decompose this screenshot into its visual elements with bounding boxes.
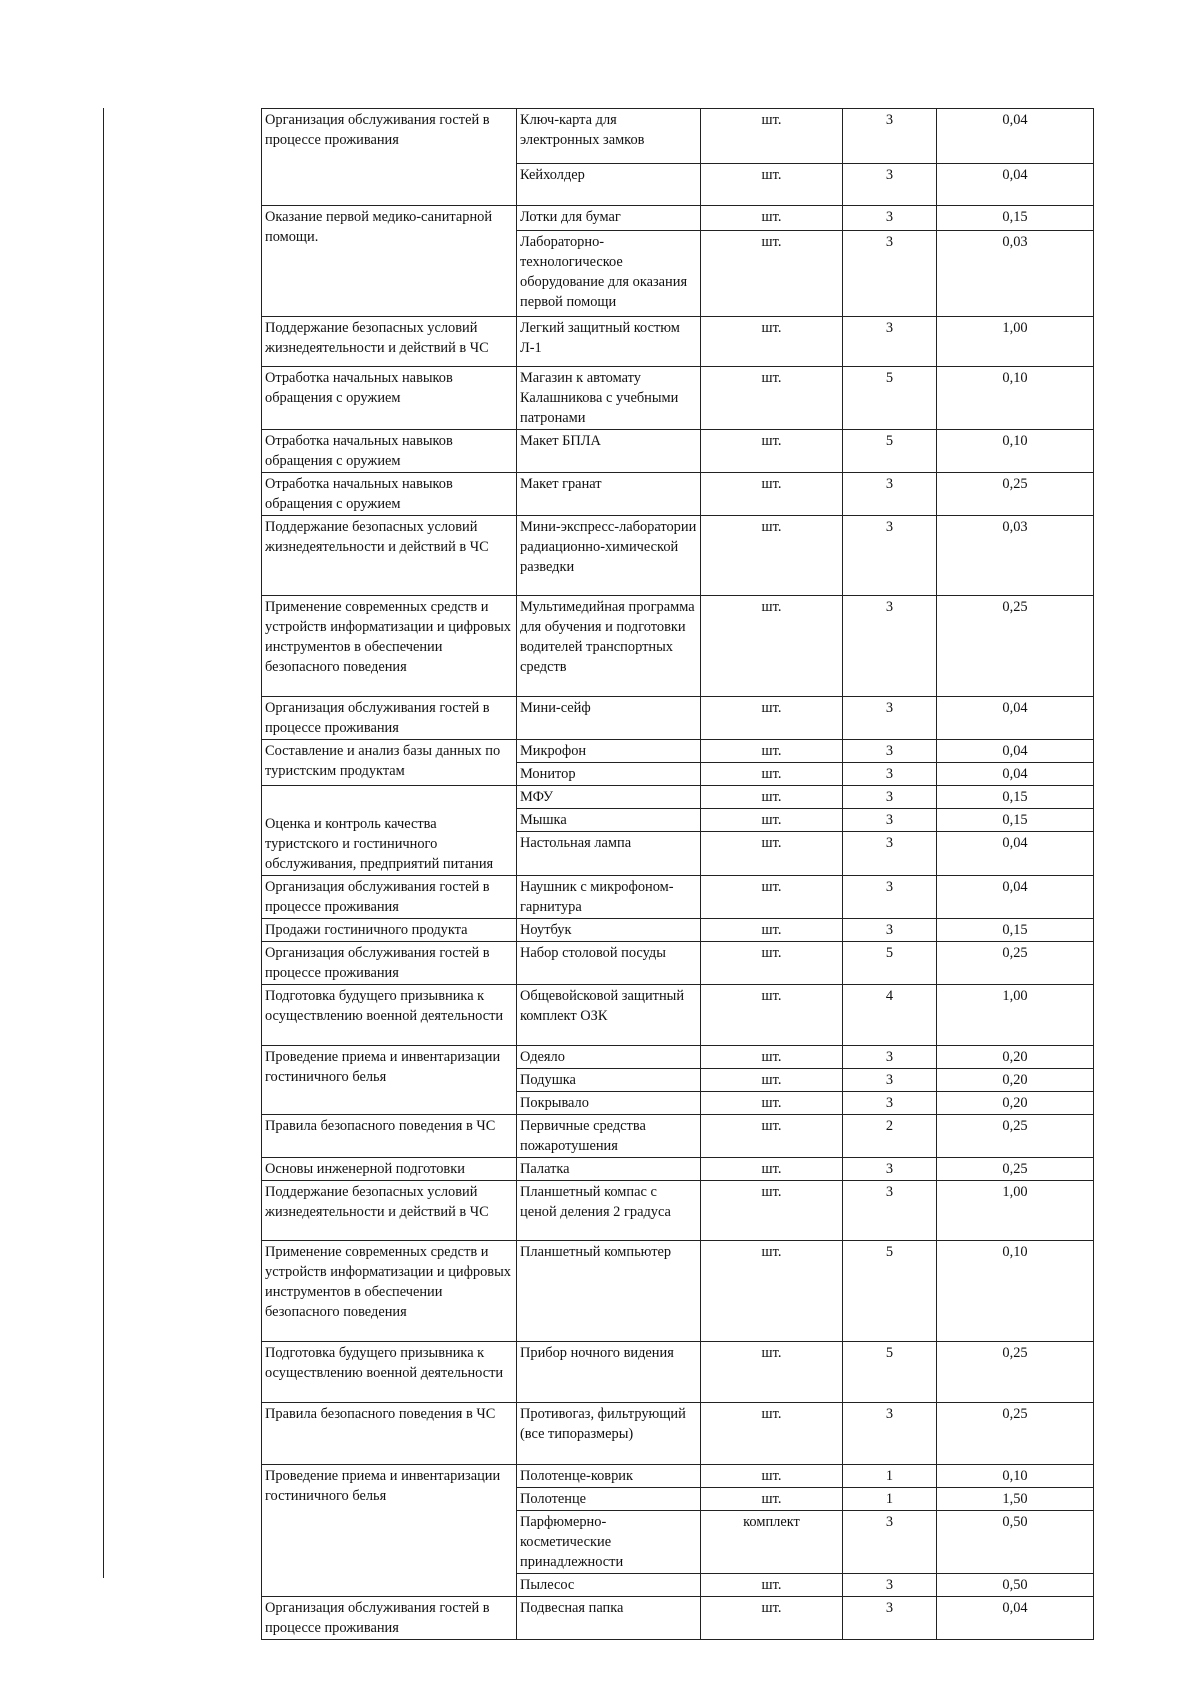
unit-cell: шт.	[701, 832, 843, 876]
item-cell: Противогаз, фильтрующий (все типоразмеры)	[517, 1403, 701, 1465]
item-cell: Набор столовой посуды	[517, 942, 701, 985]
quantity-cell: 3	[843, 164, 937, 206]
activity-cell: Организация обслуживания гостей в процессе проживания	[262, 942, 517, 985]
item-cell: Легкий защитный костюм Л-1	[517, 317, 701, 367]
quantity-cell: 3	[843, 109, 937, 164]
table-row	[262, 985, 1094, 1046]
quantity-cell: 3	[843, 1158, 937, 1181]
quantity-cell: 5	[843, 942, 937, 985]
norm-cell: 0,25	[937, 1158, 1094, 1181]
norm-cell: 0,25	[937, 473, 1094, 516]
quantity-cell: 3	[843, 317, 937, 367]
item-cell: Макет БПЛА	[517, 430, 701, 473]
item-cell: Кейхолдер	[517, 164, 701, 206]
table-row	[262, 1465, 1094, 1488]
activity-cell: Организация обслуживания гостей в процессе проживания	[262, 1597, 517, 1640]
activity-cell: Организация обслуживания гостей в процессе проживания	[262, 697, 517, 740]
quantity-cell: 3	[843, 740, 937, 763]
quantity-cell: 2	[843, 1115, 937, 1158]
table-row	[262, 317, 1094, 367]
norm-cell: 0,10	[937, 430, 1094, 473]
quantity-cell: 4	[843, 985, 937, 1046]
table-row	[262, 1403, 1094, 1465]
norm-cell: 0,15	[937, 809, 1094, 832]
table-row	[262, 1158, 1094, 1181]
norm-cell: 0,20	[937, 1046, 1094, 1069]
table-row	[262, 1241, 1094, 1342]
quantity-cell: 3	[843, 1046, 937, 1069]
activity-cell: Подготовка будущего призывника к осуществлению военной деятельности	[262, 985, 517, 1046]
quantity-cell: 3	[843, 1069, 937, 1092]
norm-cell: 0,10	[937, 1465, 1094, 1488]
norm-cell: 0,20	[937, 1069, 1094, 1092]
norm-cell: 0,04	[937, 832, 1094, 876]
unit-cell: шт.	[701, 231, 843, 317]
unit-cell: шт.	[701, 1488, 843, 1511]
norm-cell: 0,04	[937, 697, 1094, 740]
activity-cell: Оказание первой медико-санитарной помощи.	[262, 206, 517, 317]
unit-cell: шт.	[701, 473, 843, 516]
quantity-cell: 3	[843, 1181, 937, 1241]
norm-cell: 0,50	[937, 1511, 1094, 1574]
unit-cell: комплект	[701, 1511, 843, 1574]
item-cell: Монитор	[517, 763, 701, 786]
unit-cell: шт.	[701, 164, 843, 206]
item-cell: Покрывало	[517, 1092, 701, 1115]
norm-cell: 0,15	[937, 206, 1094, 231]
norm-cell: 1,00	[937, 985, 1094, 1046]
item-cell: Подушка	[517, 1069, 701, 1092]
norm-cell: 1,00	[937, 1181, 1094, 1241]
quantity-cell: 1	[843, 1488, 937, 1511]
activity-cell: Правила безопасного поведения в ЧС	[262, 1115, 517, 1158]
item-cell: Парфюмерно-косметические принадлежности	[517, 1511, 701, 1574]
equipment-table	[261, 108, 1094, 1640]
norm-cell: 0,03	[937, 231, 1094, 317]
page-margin-line	[103, 108, 104, 1578]
norm-cell: 0,10	[937, 1241, 1094, 1342]
unit-cell: шт.	[701, 763, 843, 786]
norm-cell: 0,04	[937, 1597, 1094, 1640]
item-cell: МФУ	[517, 786, 701, 809]
item-cell: Первичные средства пожаротушения	[517, 1115, 701, 1158]
item-cell: Полотенце-коврик	[517, 1465, 701, 1488]
table-row	[262, 109, 1094, 164]
activity-cell: Организация обслуживания гостей в процессе проживания	[262, 876, 517, 919]
item-cell: Ключ-карта для электронных замков	[517, 109, 701, 164]
activity-cell: Применение современных средств и устройств информатизации и цифровых инструментов в обеспечении безопасного поведения	[262, 1241, 517, 1342]
unit-cell: шт.	[701, 1181, 843, 1241]
norm-cell: 0,25	[937, 1342, 1094, 1403]
unit-cell: шт.	[701, 1465, 843, 1488]
table-row	[262, 740, 1094, 763]
norm-cell: 0,15	[937, 786, 1094, 809]
table-row	[262, 367, 1094, 430]
item-cell: Полотенце	[517, 1488, 701, 1511]
activity-cell: Правила безопасного поведения в ЧС	[262, 1403, 517, 1465]
table-row	[262, 919, 1094, 942]
quantity-cell: 3	[843, 876, 937, 919]
table-row	[262, 1115, 1094, 1158]
item-cell: Магазин к автомату Калашникова с учебными патронами	[517, 367, 701, 430]
unit-cell: шт.	[701, 1574, 843, 1597]
quantity-cell: 3	[843, 832, 937, 876]
item-cell: Палатка	[517, 1158, 701, 1181]
table-row	[262, 206, 1094, 231]
table-row	[262, 1597, 1094, 1640]
norm-cell: 0,04	[937, 740, 1094, 763]
quantity-cell: 3	[843, 697, 937, 740]
unit-cell: шт.	[701, 317, 843, 367]
norm-cell: 0,10	[937, 367, 1094, 430]
norm-cell: 0,04	[937, 876, 1094, 919]
activity-cell: Оценка и контроль качества туристского и гостиничного обслуживания, предприятий питания	[262, 786, 517, 876]
quantity-cell: 3	[843, 1574, 937, 1597]
norm-cell: 0,25	[937, 596, 1094, 697]
activity-cell: Продажи гостиничного продукта	[262, 919, 517, 942]
item-cell: Одеяло	[517, 1046, 701, 1069]
item-cell: Микрофон	[517, 740, 701, 763]
activity-cell: Подготовка будущего призывника к осуществлению военной деятельности	[262, 1342, 517, 1403]
item-cell: Планшетный компьютер	[517, 1241, 701, 1342]
unit-cell: шт.	[701, 367, 843, 430]
unit-cell: шт.	[701, 786, 843, 809]
activity-cell: Проведение приема и инвентаризации гостиничного белья	[262, 1046, 517, 1115]
norm-cell: 0,04	[937, 763, 1094, 786]
unit-cell: шт.	[701, 1342, 843, 1403]
item-cell: Общевойсковой защитный комплект ОЗК	[517, 985, 701, 1046]
table-row	[262, 596, 1094, 697]
norm-cell: 0,04	[937, 109, 1094, 164]
item-cell: Мини-сейф	[517, 697, 701, 740]
quantity-cell: 3	[843, 786, 937, 809]
item-cell: Мультимедийная программа для обучения и подготовки водителей транспортных средств	[517, 596, 701, 697]
quantity-cell: 3	[843, 516, 937, 596]
quantity-cell: 3	[843, 1511, 937, 1574]
table-row	[262, 786, 1094, 809]
activity-cell: Отработка начальных навыков обращения с оружием	[262, 430, 517, 473]
item-cell: Подвесная папка	[517, 1597, 701, 1640]
norm-cell: 0,20	[937, 1092, 1094, 1115]
item-cell: Пылесос	[517, 1574, 701, 1597]
unit-cell: шт.	[701, 1241, 843, 1342]
unit-cell: шт.	[701, 1597, 843, 1640]
table-row	[262, 876, 1094, 919]
norm-cell: 0,15	[937, 919, 1094, 942]
unit-cell: шт.	[701, 1115, 843, 1158]
unit-cell: шт.	[701, 109, 843, 164]
unit-cell: шт.	[701, 516, 843, 596]
item-cell: Планшетный компас с ценой деления 2 градуса	[517, 1181, 701, 1241]
table-row	[262, 942, 1094, 985]
item-cell: Лабораторно-технологическое оборудование для оказания первой помощи	[517, 231, 701, 317]
unit-cell: шт.	[701, 809, 843, 832]
table-row	[262, 1046, 1094, 1069]
activity-cell: Составление и анализ базы данных по туристским продуктам	[262, 740, 517, 786]
activity-cell: Применение современных средств и устройств информатизации и цифровых инструментов в обеспечении безопасного поведения	[262, 596, 517, 697]
table-row	[262, 516, 1094, 596]
norm-cell: 0,04	[937, 164, 1094, 206]
unit-cell: шт.	[701, 1046, 843, 1069]
norm-cell: 0,25	[937, 1115, 1094, 1158]
quantity-cell: 3	[843, 1403, 937, 1465]
table-row	[262, 697, 1094, 740]
quantity-cell: 3	[843, 763, 937, 786]
unit-cell: шт.	[701, 1092, 843, 1115]
unit-cell: шт.	[701, 919, 843, 942]
activity-cell: Основы инженерной подготовки	[262, 1158, 517, 1181]
norm-cell: 1,00	[937, 317, 1094, 367]
quantity-cell: 3	[843, 1597, 937, 1640]
unit-cell: шт.	[701, 206, 843, 231]
unit-cell: шт.	[701, 697, 843, 740]
unit-cell: шт.	[701, 430, 843, 473]
norm-cell: 0,25	[937, 942, 1094, 985]
quantity-cell: 3	[843, 1092, 937, 1115]
table-row	[262, 473, 1094, 516]
norm-cell: 0,50	[937, 1574, 1094, 1597]
norm-cell: 1,50	[937, 1488, 1094, 1511]
item-cell: Лотки для бумаг	[517, 206, 701, 231]
norm-cell: 0,03	[937, 516, 1094, 596]
quantity-cell: 3	[843, 596, 937, 697]
activity-cell: Поддержание безопасных условий жизнедеятельности и действий в ЧС	[262, 317, 517, 367]
item-cell: Макет гранат	[517, 473, 701, 516]
quantity-cell: 3	[843, 809, 937, 832]
quantity-cell: 5	[843, 430, 937, 473]
activity-cell: Отработка начальных навыков обращения с оружием	[262, 367, 517, 430]
quantity-cell: 5	[843, 1241, 937, 1342]
quantity-cell: 3	[843, 206, 937, 231]
activity-cell: Поддержание безопасных условий жизнедеятельности и действий в ЧС	[262, 1181, 517, 1241]
unit-cell: шт.	[701, 942, 843, 985]
activity-cell: Поддержание безопасных условий жизнедеятельности и действий в ЧС	[262, 516, 517, 596]
item-cell: Мышка	[517, 809, 701, 832]
activity-cell: Проведение приема и инвентаризации гостиничного белья	[262, 1465, 517, 1597]
item-cell: Прибор ночного видения	[517, 1342, 701, 1403]
unit-cell: шт.	[701, 1158, 843, 1181]
unit-cell: шт.	[701, 740, 843, 763]
activity-cell: Отработка начальных навыков обращения с оружием	[262, 473, 517, 516]
item-cell: Мини-экспресс-лаборатории радиационно-химической разведки	[517, 516, 701, 596]
quantity-cell: 3	[843, 919, 937, 942]
unit-cell: шт.	[701, 596, 843, 697]
unit-cell: шт.	[701, 985, 843, 1046]
quantity-cell: 1	[843, 1465, 937, 1488]
quantity-cell: 5	[843, 1342, 937, 1403]
table-row	[262, 1181, 1094, 1241]
item-cell: Ноутбук	[517, 919, 701, 942]
quantity-cell: 5	[843, 367, 937, 430]
item-cell: Наушник с микрофоном-гарнитура	[517, 876, 701, 919]
unit-cell: шт.	[701, 876, 843, 919]
table-row	[262, 1342, 1094, 1403]
unit-cell: шт.	[701, 1069, 843, 1092]
table-row	[262, 430, 1094, 473]
item-cell: Настольная лампа	[517, 832, 701, 876]
unit-cell: шт.	[701, 1403, 843, 1465]
quantity-cell: 3	[843, 231, 937, 317]
quantity-cell: 3	[843, 473, 937, 516]
norm-cell: 0,25	[937, 1403, 1094, 1465]
activity-cell: Организация обслуживания гостей в процессе проживания	[262, 109, 517, 206]
